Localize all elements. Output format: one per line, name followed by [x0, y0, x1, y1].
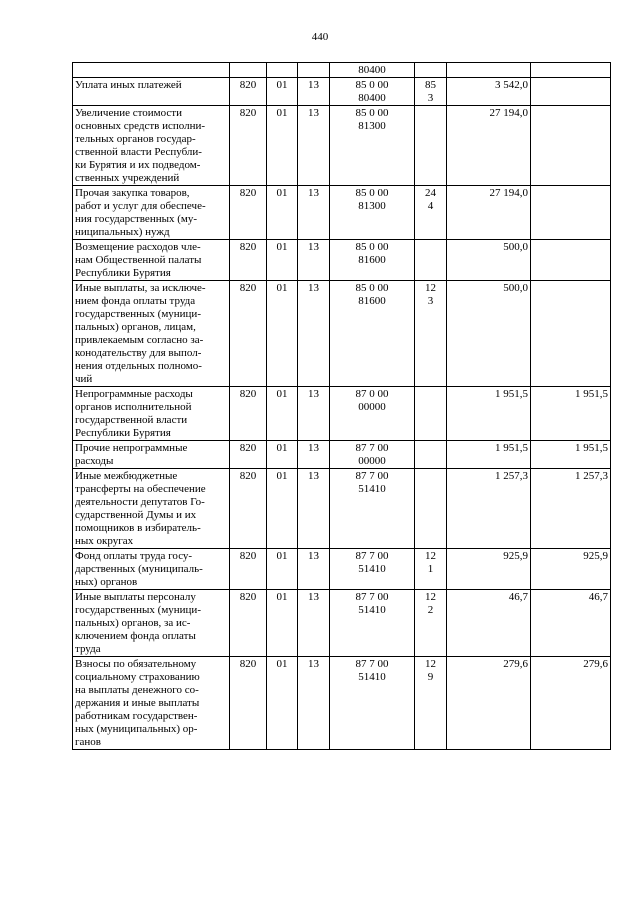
table-row	[73, 63, 611, 78]
subsection-cell	[298, 63, 330, 78]
amount-cell: 925,9	[447, 549, 531, 590]
amount-cell: 1 951,5	[447, 441, 531, 469]
amount-cell: 1 257,3	[447, 469, 531, 549]
expense-type-cell: 24 4	[415, 186, 447, 240]
target-article-cell: 87 7 00 51410	[330, 469, 415, 549]
subsection-cell: 13	[298, 441, 330, 469]
expense-type-cell	[415, 106, 447, 186]
expense-type-cell: 85 3	[415, 78, 447, 106]
table-row	[73, 469, 611, 549]
section-cell: 01	[267, 590, 298, 657]
row-name-cell: Иные межбюджетные трансферты на обеспечение деятельности депутатов Го- сударственной Думы и их помощников в избиратель- ных округах	[73, 469, 230, 549]
amount-cell	[447, 63, 531, 78]
amount-second-cell	[531, 63, 611, 78]
subsection-cell: 13	[298, 106, 330, 186]
table-row	[73, 78, 611, 106]
expense-type-cell	[415, 469, 447, 549]
amount-cell: 500,0	[447, 240, 531, 281]
section-cell: 01	[267, 240, 298, 281]
target-article-cell: 87 7 00 51410	[330, 549, 415, 590]
expense-type-cell	[415, 240, 447, 281]
ministry-code-cell: 820	[230, 590, 267, 657]
ministry-code-cell: 820	[230, 441, 267, 469]
row-name-cell: Увеличение стоимости основных средств исполни- тельных органов государ- ственной власти Республи- ки Бурятия и их подведом- ственных учреждений	[73, 106, 230, 186]
section-cell: 01	[267, 106, 298, 186]
amount-cell: 3 542,0	[447, 78, 531, 106]
target-article-cell: 87 7 00 00000	[330, 441, 415, 469]
target-article-cell: 87 0 00 00000	[330, 387, 415, 441]
section-cell: 01	[267, 469, 298, 549]
ministry-code-cell: 820	[230, 657, 267, 750]
subsection-cell: 13	[298, 186, 330, 240]
table-row	[73, 106, 611, 186]
amount-second-cell	[531, 186, 611, 240]
section-cell: 01	[267, 78, 298, 106]
row-name-cell: Непрограммные расходы органов исполнительной государственной власти Республики Бурятия	[73, 387, 230, 441]
amount-cell: 27 194,0	[447, 186, 531, 240]
ministry-code-cell: 820	[230, 186, 267, 240]
subsection-cell: 13	[298, 469, 330, 549]
expense-type-cell: 12 9	[415, 657, 447, 750]
ministry-code-cell: 820	[230, 78, 267, 106]
target-article-cell: 87 7 00 51410	[330, 590, 415, 657]
subsection-cell: 13	[298, 281, 330, 387]
row-name-cell: Иные выплаты, за исключе- нием фонда оплаты труда государственных (муници- пальных) органов, лицам, привлекаемым согласно за- конодательству для выпол- нения отдельных полномо- чий	[73, 281, 230, 387]
table-row	[73, 186, 611, 240]
section-cell: 01	[267, 441, 298, 469]
row-name-cell: Прочая закупка товаров, работ и услуг для обеспече- ния государственных (му- ниципальных) нужд	[73, 186, 230, 240]
ministry-code-cell: 820	[230, 106, 267, 186]
target-article-cell: 85 0 00 81300	[330, 106, 415, 186]
section-cell: 01	[267, 657, 298, 750]
expense-type-cell: 12 2	[415, 590, 447, 657]
budget-table	[72, 62, 611, 750]
section-cell	[267, 63, 298, 78]
row-name-cell: Взносы по обязательному социальному страхованию на выплаты денежного со- держания и иные выплаты работникам государствен- ных (муниципальных) ор- ганов	[73, 657, 230, 750]
table-row	[73, 549, 611, 590]
ministry-code-cell: 820	[230, 387, 267, 441]
amount-cell: 46,7	[447, 590, 531, 657]
row-name-cell	[73, 63, 230, 78]
ministry-code-cell: 820	[230, 240, 267, 281]
budget-table-body	[73, 63, 611, 750]
amount-second-cell: 1 951,5	[531, 441, 611, 469]
subsection-cell: 13	[298, 590, 330, 657]
table-row	[73, 441, 611, 469]
amount-cell: 27 194,0	[447, 106, 531, 186]
section-cell: 01	[267, 186, 298, 240]
row-name-cell: Фонд оплаты труда госу- дарственных (муниципаль- ных) органов	[73, 549, 230, 590]
expense-type-cell	[415, 387, 447, 441]
subsection-cell: 13	[298, 657, 330, 750]
table-row	[73, 387, 611, 441]
expense-type-cell: 12 1	[415, 549, 447, 590]
amount-second-cell: 279,6	[531, 657, 611, 750]
section-cell: 01	[267, 387, 298, 441]
amount-cell: 500,0	[447, 281, 531, 387]
target-article-cell: 87 7 00 51410	[330, 657, 415, 750]
expense-type-cell: 12 3	[415, 281, 447, 387]
target-article-cell: 85 0 00 81300	[330, 186, 415, 240]
table-row	[73, 590, 611, 657]
ministry-code-cell: 820	[230, 281, 267, 387]
section-cell: 01	[267, 549, 298, 590]
amount-second-cell: 1 257,3	[531, 469, 611, 549]
amount-second-cell: 46,7	[531, 590, 611, 657]
table-row	[73, 657, 611, 750]
row-name-cell: Прочие непрограммные расходы	[73, 441, 230, 469]
ministry-code-cell	[230, 63, 267, 78]
amount-cell: 1 951,5	[447, 387, 531, 441]
row-name-cell: Возмещение расходов чле- нам Общественной палаты Республики Бурятия	[73, 240, 230, 281]
amount-second-cell	[531, 106, 611, 186]
amount-second-cell	[531, 281, 611, 387]
amount-second-cell: 1 951,5	[531, 387, 611, 441]
subsection-cell: 13	[298, 240, 330, 281]
amount-second-cell: 925,9	[531, 549, 611, 590]
section-cell: 01	[267, 281, 298, 387]
amount-second-cell	[531, 240, 611, 281]
row-name-cell: Иные выплаты персоналу государственных (муници- пальных) органов, за ис- ключением фонда оплаты труда	[73, 590, 230, 657]
subsection-cell: 13	[298, 387, 330, 441]
ministry-code-cell: 820	[230, 469, 267, 549]
subsection-cell: 13	[298, 78, 330, 106]
amount-second-cell	[531, 78, 611, 106]
ministry-code-cell: 820	[230, 549, 267, 590]
expense-type-cell	[415, 63, 447, 78]
target-article-cell: 85 0 00 80400	[330, 78, 415, 106]
subsection-cell: 13	[298, 549, 330, 590]
target-article-cell: 85 0 00 81600	[330, 281, 415, 387]
table-row	[73, 281, 611, 387]
target-article-cell: 85 0 00 81600	[330, 240, 415, 281]
table-row	[73, 240, 611, 281]
row-name-cell: Уплата иных платежей	[73, 78, 230, 106]
expense-type-cell	[415, 441, 447, 469]
page-number: 440	[311, 31, 329, 43]
amount-cell: 279,6	[447, 657, 531, 750]
target-article-cell: 80400	[330, 63, 415, 78]
